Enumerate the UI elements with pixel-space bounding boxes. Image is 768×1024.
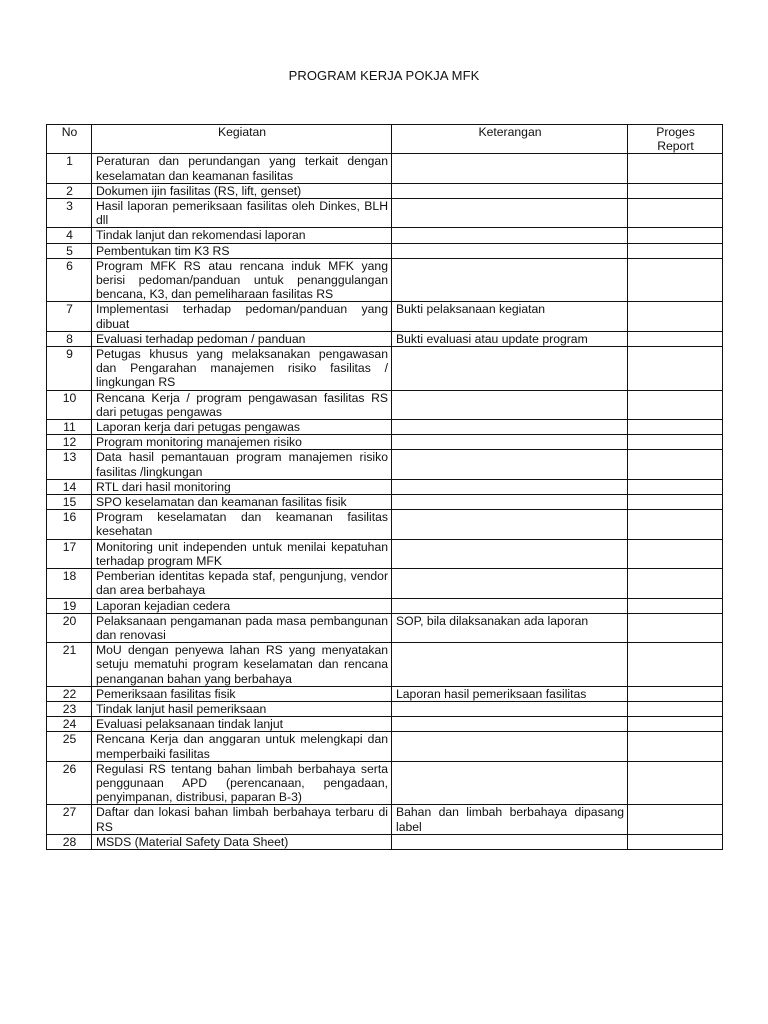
row-keterangan xyxy=(392,347,628,391)
row-kegiatan: Laporan kejadian cedera xyxy=(92,598,392,613)
row-progres-report xyxy=(628,243,723,258)
row-keterangan xyxy=(392,199,628,228)
row-number: 24 xyxy=(47,717,92,732)
table-row xyxy=(47,154,723,183)
row-kegiatan: Peraturan dan perundangan yang terkait dengan keselamatan dan keamanan fasilitas xyxy=(92,154,392,183)
row-keterangan xyxy=(392,390,628,419)
table-row xyxy=(47,761,723,805)
row-keterangan xyxy=(392,598,628,613)
header-no: No xyxy=(47,125,92,154)
row-progres-report xyxy=(628,347,723,391)
row-progres-report xyxy=(628,199,723,228)
row-number: 26 xyxy=(47,761,92,805)
row-kegiatan: Petugas khusus yang melaksanakan pengawasan dan Pengarahan manajemen risiko fasilitas / lingkungan RS xyxy=(92,347,392,391)
header-progres-line2: Report xyxy=(657,139,694,154)
table-row xyxy=(47,834,723,849)
row-number: 19 xyxy=(47,598,92,613)
row-kegiatan: Monitoring unit independen untuk menilai kepatuhan terhadap program MFK xyxy=(92,539,392,568)
row-kegiatan: Evaluasi terhadap pedoman / panduan xyxy=(92,331,392,346)
page-title: PROGRAM KERJA POKJA MFK xyxy=(288,68,480,83)
program-table xyxy=(46,124,723,850)
table-row xyxy=(47,495,723,510)
row-keterangan xyxy=(392,258,628,302)
table-row xyxy=(47,598,723,613)
row-kegiatan: Program keselamatan dan keamanan fasilitas kesehatan xyxy=(92,510,392,539)
row-progres-report xyxy=(628,834,723,849)
table-row xyxy=(47,435,723,450)
row-number: 13 xyxy=(47,450,92,479)
row-kegiatan: Hasil laporan pemeriksaan fasilitas oleh Dinkes, BLH dll xyxy=(92,199,392,228)
row-progres-report xyxy=(628,331,723,346)
row-progres-report xyxy=(628,761,723,805)
header-progres-report xyxy=(628,125,723,154)
table-row xyxy=(47,243,723,258)
row-progres-report xyxy=(628,569,723,598)
row-kegiatan: Data hasil pemantauan program manajemen risiko fasilitas /lingkungan xyxy=(92,450,392,479)
row-keterangan xyxy=(392,834,628,849)
table-row xyxy=(47,199,723,228)
row-number: 28 xyxy=(47,834,92,849)
row-number: 1 xyxy=(47,154,92,183)
row-number: 4 xyxy=(47,228,92,243)
row-progres-report xyxy=(628,154,723,183)
row-progres-report xyxy=(628,717,723,732)
row-progres-report xyxy=(628,450,723,479)
row-keterangan: Bahan dan limbah berbahaya dipasang label xyxy=(392,805,628,834)
row-progres-report xyxy=(628,183,723,198)
row-keterangan xyxy=(392,228,628,243)
row-keterangan xyxy=(392,717,628,732)
table-body xyxy=(47,154,723,850)
row-keterangan xyxy=(392,435,628,450)
row-kegiatan: Pemeriksaan fasilitas fisik xyxy=(92,686,392,701)
row-keterangan: Laporan hasil pemeriksaan fasilitas xyxy=(392,686,628,701)
row-kegiatan: Pemberian identitas kepada staf, pengunjung, vendor dan area berbahaya xyxy=(92,569,392,598)
row-progres-report xyxy=(628,420,723,435)
table-row xyxy=(47,258,723,302)
row-keterangan: SOP, bila dilaksanakan ada laporan xyxy=(392,613,628,642)
row-number: 18 xyxy=(47,569,92,598)
row-keterangan xyxy=(392,761,628,805)
row-number: 16 xyxy=(47,510,92,539)
row-progres-report xyxy=(628,510,723,539)
header-keterangan: Keterangan xyxy=(392,125,628,154)
row-kegiatan: Tindak lanjut dan rekomendasi laporan xyxy=(92,228,392,243)
row-keterangan xyxy=(392,479,628,494)
row-progres-report xyxy=(628,539,723,568)
table-row xyxy=(47,347,723,391)
row-kegiatan: Rencana Kerja dan anggaran untuk melengkapi dan memperbaiki fasilitas xyxy=(92,732,392,761)
table-row xyxy=(47,479,723,494)
row-kegiatan: Pelaksanaan pengamanan pada masa pembangunan dan renovasi xyxy=(92,613,392,642)
row-kegiatan: MoU dengan penyewa lahan RS yang menyatakan setuju mematuhi program keselamatan dan rencana penanganan bahan yang berbahaya xyxy=(92,643,392,687)
row-number: 9 xyxy=(47,347,92,391)
row-keterangan: Bukti evaluasi atau update program xyxy=(392,331,628,346)
row-progres-report xyxy=(628,701,723,716)
row-progres-report xyxy=(628,390,723,419)
table-row xyxy=(47,717,723,732)
row-progres-report xyxy=(628,479,723,494)
row-kegiatan: SPO keselamatan dan keamanan fasilitas fisik xyxy=(92,495,392,510)
row-progres-report xyxy=(628,598,723,613)
row-keterangan xyxy=(392,154,628,183)
row-progres-report xyxy=(628,732,723,761)
row-progres-report xyxy=(628,228,723,243)
table-row xyxy=(47,450,723,479)
header-kegiatan: Kegiatan xyxy=(92,125,392,154)
row-number: 22 xyxy=(47,686,92,701)
row-number: 20 xyxy=(47,613,92,642)
row-progres-report xyxy=(628,805,723,834)
row-progres-report xyxy=(628,495,723,510)
table-row xyxy=(47,686,723,701)
row-kegiatan: Program monitoring manajemen risiko xyxy=(92,435,392,450)
row-keterangan: Bukti pelaksanaan kegiatan xyxy=(392,302,628,331)
row-progres-report xyxy=(628,302,723,331)
row-number: 27 xyxy=(47,805,92,834)
row-keterangan xyxy=(392,510,628,539)
row-number: 3 xyxy=(47,199,92,228)
row-kegiatan: Regulasi RS tentang bahan limbah berbahaya serta penggunaan APD (perencanaan, pengadaan, penyimpanan, distribusi, paparan B-3) xyxy=(92,761,392,805)
table-row xyxy=(47,183,723,198)
row-number: 7 xyxy=(47,302,92,331)
row-keterangan xyxy=(392,450,628,479)
row-kegiatan: Rencana Kerja / program pengawasan fasilitas RS dari petugas pengawas xyxy=(92,390,392,419)
table-row xyxy=(47,732,723,761)
table-row xyxy=(47,643,723,687)
row-number: 25 xyxy=(47,732,92,761)
table-row xyxy=(47,613,723,642)
row-keterangan xyxy=(392,701,628,716)
table-row xyxy=(47,569,723,598)
table-row xyxy=(47,420,723,435)
row-kegiatan: Laporan kerja dari petugas pengawas xyxy=(92,420,392,435)
row-number: 8 xyxy=(47,331,92,346)
row-number: 15 xyxy=(47,495,92,510)
table-row xyxy=(47,510,723,539)
row-number: 21 xyxy=(47,643,92,687)
row-keterangan xyxy=(392,732,628,761)
row-number: 17 xyxy=(47,539,92,568)
row-kegiatan: Tindak lanjut hasil pemeriksaan xyxy=(92,701,392,716)
row-kegiatan: Program MFK RS atau rencana induk MFK yang berisi pedoman/panduan untuk penanggulangan bencana, K3, dan pemeliharaan fasilitas RS xyxy=(92,258,392,302)
row-kegiatan: Pembentukan tim K3 RS xyxy=(92,243,392,258)
row-keterangan xyxy=(392,495,628,510)
row-number: 2 xyxy=(47,183,92,198)
table-row xyxy=(47,805,723,834)
row-keterangan xyxy=(392,643,628,687)
row-progres-report xyxy=(628,435,723,450)
row-number: 10 xyxy=(47,390,92,419)
table-row xyxy=(47,302,723,331)
row-number: 23 xyxy=(47,701,92,716)
row-number: 5 xyxy=(47,243,92,258)
row-kegiatan: Dokumen ijin fasilitas (RS, lift, genset) xyxy=(92,183,392,198)
row-number: 14 xyxy=(47,479,92,494)
table-row xyxy=(47,228,723,243)
row-progres-report xyxy=(628,258,723,302)
table-row xyxy=(47,390,723,419)
row-kegiatan: Implementasi terhadap pedoman/panduan yang dibuat xyxy=(92,302,392,331)
table-row xyxy=(47,331,723,346)
row-progres-report xyxy=(628,643,723,687)
row-number: 12 xyxy=(47,435,92,450)
table-row xyxy=(47,701,723,716)
row-progres-report xyxy=(628,613,723,642)
row-keterangan xyxy=(392,420,628,435)
row-kegiatan: RTL dari hasil monitoring xyxy=(92,479,392,494)
row-number: 11 xyxy=(47,420,92,435)
row-number: 6 xyxy=(47,258,92,302)
row-kegiatan: Evaluasi pelaksanaan tindak lanjut xyxy=(92,717,392,732)
row-keterangan xyxy=(392,183,628,198)
row-kegiatan: MSDS (Material Safety Data Sheet) xyxy=(92,834,392,849)
row-kegiatan: Daftar dan lokasi bahan limbah berbahaya terbaru di RS xyxy=(92,805,392,834)
header-progres-line1: Proges xyxy=(656,125,695,139)
row-progres-report xyxy=(628,686,723,701)
row-keterangan xyxy=(392,539,628,568)
table-row xyxy=(47,539,723,568)
table-header-row xyxy=(47,125,723,154)
row-keterangan xyxy=(392,569,628,598)
row-keterangan xyxy=(392,243,628,258)
